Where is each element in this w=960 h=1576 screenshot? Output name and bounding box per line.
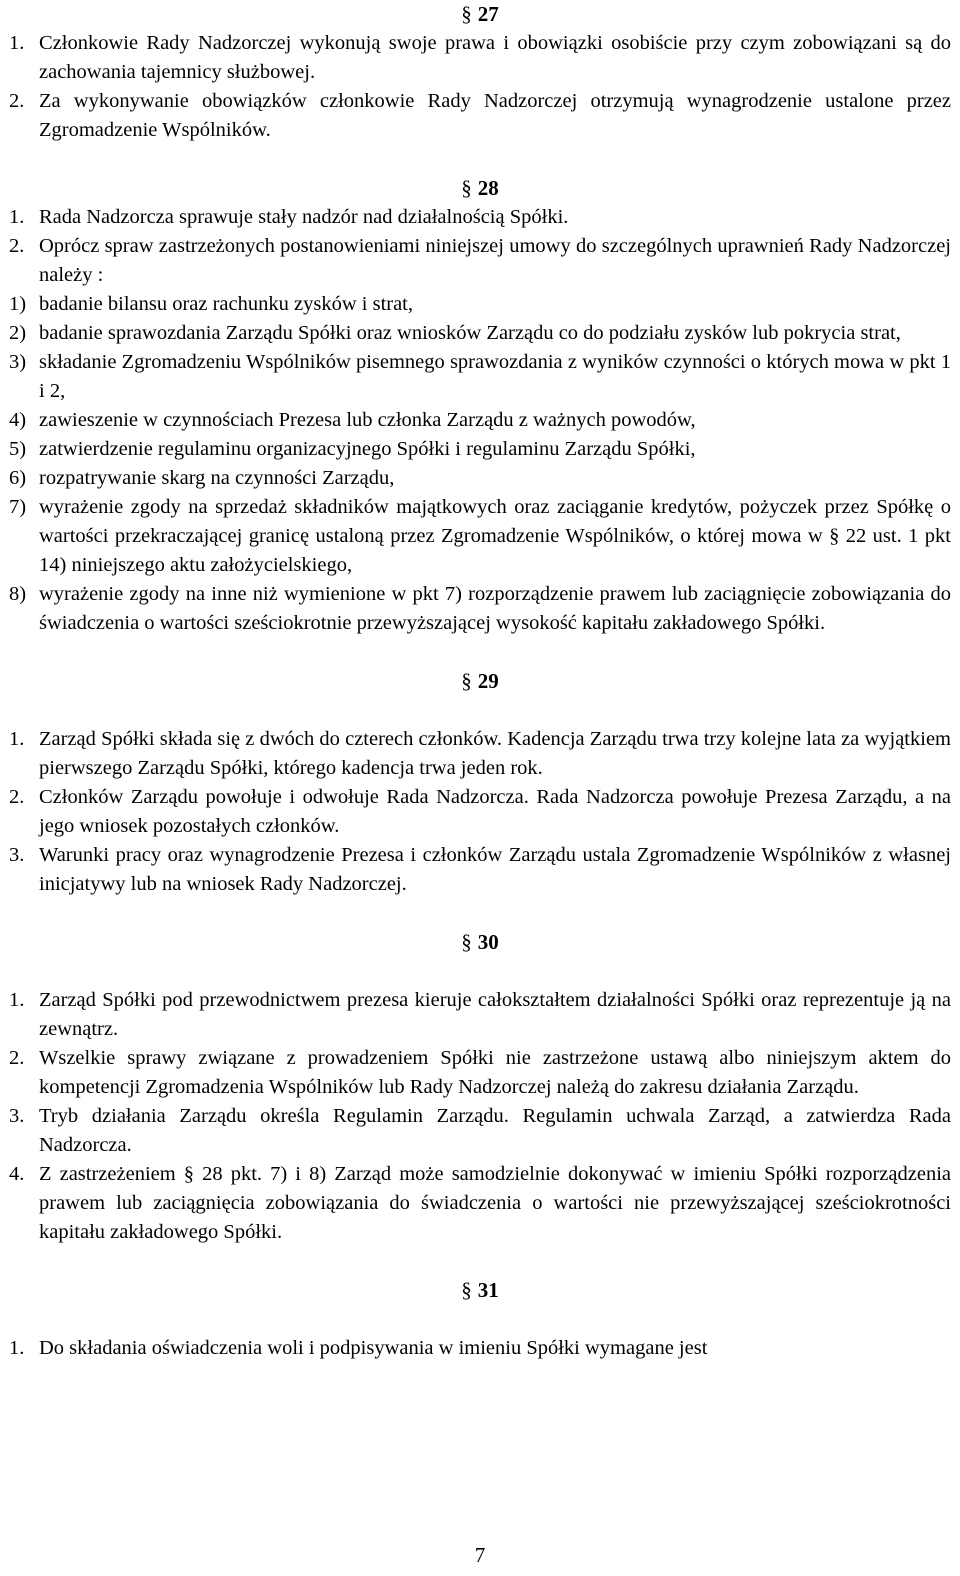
list-item (9, 1044, 951, 1102)
item-text: Członków Zarządu powołuje i odwołuje Rada Nadzorcza. Rada Nadzorcza powołuje Prezesa Zarządu, a na jego wniosek pozostałych członków. (39, 786, 951, 837)
section-heading-27 (9, 0, 951, 29)
list-item (9, 783, 951, 841)
section-sign: § (461, 669, 472, 693)
sub-point (9, 319, 951, 348)
item-text: Członkowie Rady Nadzorczej wykonują swoje prawa i obowiązki osobiście przy czym zobowiązani są do zachowania tajemnicy służbowej. (39, 32, 951, 83)
item-text: Warunki pracy oraz wynagrodzenie Prezesa i członków Zarządu ustala Zgromadzenie Wspólników z własnej inicjatywy lub na wniosek Rady Nadzorczej. (39, 844, 951, 895)
list-item (9, 725, 951, 783)
point-number: 5) (9, 438, 27, 460)
item-number: 2. (9, 1047, 25, 1069)
item-number: 1. (9, 206, 25, 228)
sub-point (9, 464, 951, 493)
sub-point (9, 435, 951, 464)
point-number: 4) (9, 409, 27, 431)
point-number: 7) (9, 496, 27, 518)
item-number: 1. (9, 728, 25, 750)
sub-point (9, 406, 951, 435)
document-page (9, 0, 951, 1363)
item-number: 2. (9, 235, 25, 257)
item-number: 1. (9, 989, 25, 1011)
list-item (9, 232, 951, 290)
section-sign: § (461, 176, 472, 200)
section-number: 27 (477, 2, 499, 26)
point-number: 2) (9, 322, 27, 344)
list-item (9, 87, 951, 145)
sub-point (9, 290, 951, 319)
item-text: Zarząd Spółki pod przewodnictwem prezesa kieruje całokształtem działalności Spółki oraz reprezentuje ją na zewnątrz. (39, 989, 951, 1040)
list-item (9, 203, 951, 232)
list-item (9, 986, 951, 1044)
item-text: Oprócz spraw zastrzeżonych postanowieniami niniejszej umowy do szczególnych uprawnień Rady Nadzorczej należy : (39, 235, 951, 286)
item-number: 1. (9, 1337, 25, 1359)
item-number: 3. (9, 1105, 25, 1127)
item-number: 3. (9, 844, 25, 866)
point-text: wyrażenie zgody na inne niż wymienione w pkt 7) rozporządzenie prawem lub zaciągnięcie zobowiązania do świadczenia o wartości sześciokrotnie przewyższającej wysokość kapitału zakładowego Spółki. (39, 583, 951, 634)
section-sign: § (461, 930, 472, 954)
section-number: 30 (477, 930, 499, 954)
point-text: rozpatrywanie skarg na czynności Zarządu, (39, 467, 395, 489)
point-text: składanie Zgromadzeniu Wspólników pisemnego sprawozdania z wyników czynności o których mowa w pkt 1 i 2, (39, 351, 951, 402)
item-text: Rada Nadzorcza sprawuje stały nadzór nad działalnością Spółki. (39, 206, 569, 228)
section-sign: § (461, 1278, 472, 1302)
item-number: 1. (9, 32, 25, 54)
point-number: 3) (9, 351, 27, 373)
sub-point (9, 580, 951, 638)
section-heading-28 (9, 174, 951, 203)
item-text: Wszelkie sprawy związane z prowadzeniem Spółki nie zastrzeżone ustawą albo niniejszym aktem do kompetencji Zgromadzenia Wspólników lub Rady Nadzorczej należą do zakresu działania Zarządu. (39, 1047, 951, 1098)
item-text: Zarząd Spółki składa się z dwóch do czterech członków. Kadencja Zarządu trwa trzy kolejne lata za wyjątkiem pierwszego Zarządu Spółki, którego kadencja trwa jeden rok. (39, 728, 951, 779)
section-sign: § (461, 2, 472, 26)
item-text: Z zastrzeżeniem § 28 pkt. 7) i 8) Zarząd może samodzielnie dokonywać w imieniu Spółki rozporządzenia prawem lub zaciągnięcia zobowiązania do świadczenia o wartości nie przewyższającej sześciokrotności kapitału zakładowego Spółki. (39, 1163, 951, 1243)
list-item (9, 1160, 951, 1247)
point-text: zatwierdzenie regulaminu organizacyjnego Spółki i regulaminu Zarządu Spółki, (39, 438, 696, 460)
point-number: 1) (9, 293, 27, 315)
item-text: Tryb działania Zarządu określa Regulamin Zarządu. Regulamin uchwala Zarząd, a zatwierdza Rada Nadzorcza. (39, 1105, 951, 1156)
point-text: wyrażenie zgody na sprzedaż składników majątkowych oraz zaciąganie kredytów, pożyczek przez Spółkę o wartości przekraczającej granicę ustaloną przez Zgromadzenie Wspólników, o której mowa w § 22 ust. 1 pkt 14) niniejszego aktu założycielskiego, (39, 496, 951, 576)
item-number: 4. (9, 1163, 25, 1185)
section-number: 28 (477, 176, 499, 200)
item-text: Za wykonywanie obowiązków członkowie Rady Nadzorczej otrzymują wynagrodzenie ustalone przez Zgromadzenie Wspólników. (39, 90, 951, 141)
section-number: 31 (477, 1278, 499, 1302)
point-number: 8) (9, 583, 27, 605)
point-text: zawieszenie w czynnościach Prezesa lub członka Zarządu z ważnych powodów, (39, 409, 696, 431)
section-heading-31 (9, 1276, 951, 1305)
item-number: 2. (9, 786, 25, 808)
list-item (9, 1334, 951, 1363)
section-heading-29 (9, 667, 951, 696)
item-number: 2. (9, 90, 25, 112)
point-text: badanie bilansu oraz rachunku zysków i strat, (39, 293, 414, 315)
sub-point (9, 493, 951, 580)
list-item (9, 29, 951, 87)
sub-point (9, 348, 951, 406)
section-number: 29 (477, 669, 499, 693)
point-number: 6) (9, 467, 27, 489)
page-number: 7 (474, 1543, 486, 1567)
item-text: Do składania oświadczenia woli i podpisywania w imieniu Spółki wymagane jest (39, 1337, 708, 1359)
list-item (9, 841, 951, 899)
list-item (9, 1102, 951, 1160)
section-heading-30 (9, 928, 951, 957)
point-text: badanie sprawozdania Zarządu Spółki oraz wniosków Zarządu co do podziału zysków lub pokrycia strat, (39, 322, 901, 344)
